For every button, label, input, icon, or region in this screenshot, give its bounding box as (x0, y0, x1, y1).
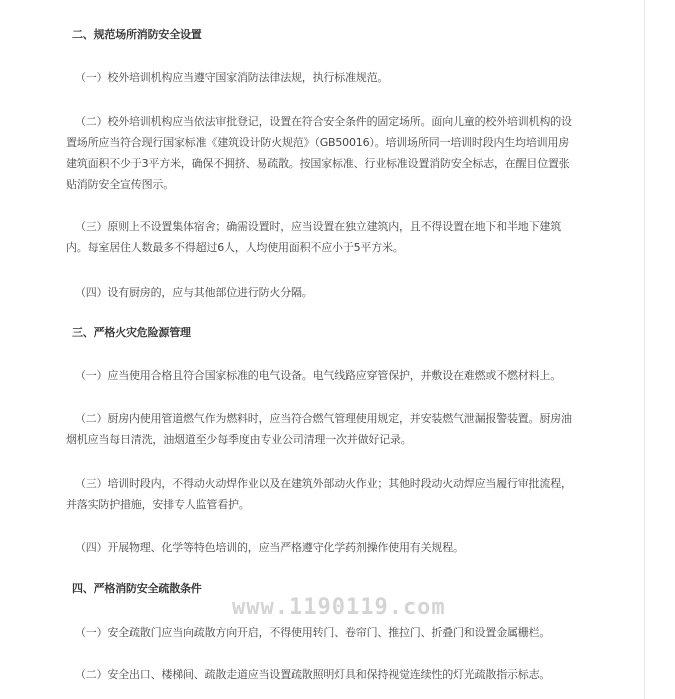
section-heading-2: 二、规范场所消防安全设置 (72, 28, 202, 41)
section-heading-3: 三、严格火灾危险源管理 (72, 326, 191, 339)
section-2-item-4: （四）设有厨房的，应与其他部位进行防火分隔。 (75, 286, 313, 299)
section-2-item-2: （二）校外培训机构应当依法审批登记，设置在符合安全条件的固定场所。面向儿童的校外培训机构的设置场所应当符合现行国家标准《建筑设计防火规范》（GB50016）。培训场所同一培训时段内生均培训用房建筑面积不少于3平方米，确保不拥挤、易疏散。按国家标准、行业标准设置消防安全标志，在醒目位置张贴消防安全宣传图示。 (66, 115, 572, 191)
site-watermark: www.1190119.com (232, 595, 446, 620)
section-3-item-4: （四）开展物理、化学等特色培训的，应当严格遵守化学药剂操作使用有关规程。 (75, 541, 464, 554)
section-2-item-3: （三）原则上不设置集体宿舍；确需设置时，应当设置在独立建筑内，且不得设置在地下和半地下建筑内。每室居住人数最多不得超过6人，人均使用面积不应小于5平方米。 (66, 220, 561, 254)
section-4-item-1: （一）安全疏散门应当向疏散方向开启，不得使用转门、卷帘门、推拉门、折叠门和设置金属栅栏。 (75, 626, 551, 639)
section-heading-4: 四、严格消防安全疏散条件 (72, 582, 202, 595)
section-3-item-1: （一）应当使用合格且符合国家标准的电气设备。电气线路应穿管保护，并敷设在难燃或不燃材料上。 (75, 369, 561, 382)
section-3-item-3: （三）培训时段内，不得动火动焊作业以及在建筑外部动火作业；其他时段动火动焊应当履行审批流程，并落实防护措施，安排专人监管看护。 (66, 477, 572, 511)
section-3-item-2: （二）厨房内使用管道燃气作为燃料时，应当符合燃气管理使用规定，并安装燃气泄漏报警装置。厨房油烟机应当每日清洗，油烟道至少每季度由专业公司清理一次并做好记录。 (66, 412, 572, 446)
section-4-item-2: （二）安全出口、楼梯间、疏散走道应当设置疏散照明灯具和保持视觉连续性的灯光疏散指示标志。 (75, 668, 551, 681)
page-right-border (644, 0, 645, 699)
section-2-item-1: （一）校外培训机构应当遵守国家消防法律法规，执行标准规范。 (75, 71, 389, 84)
